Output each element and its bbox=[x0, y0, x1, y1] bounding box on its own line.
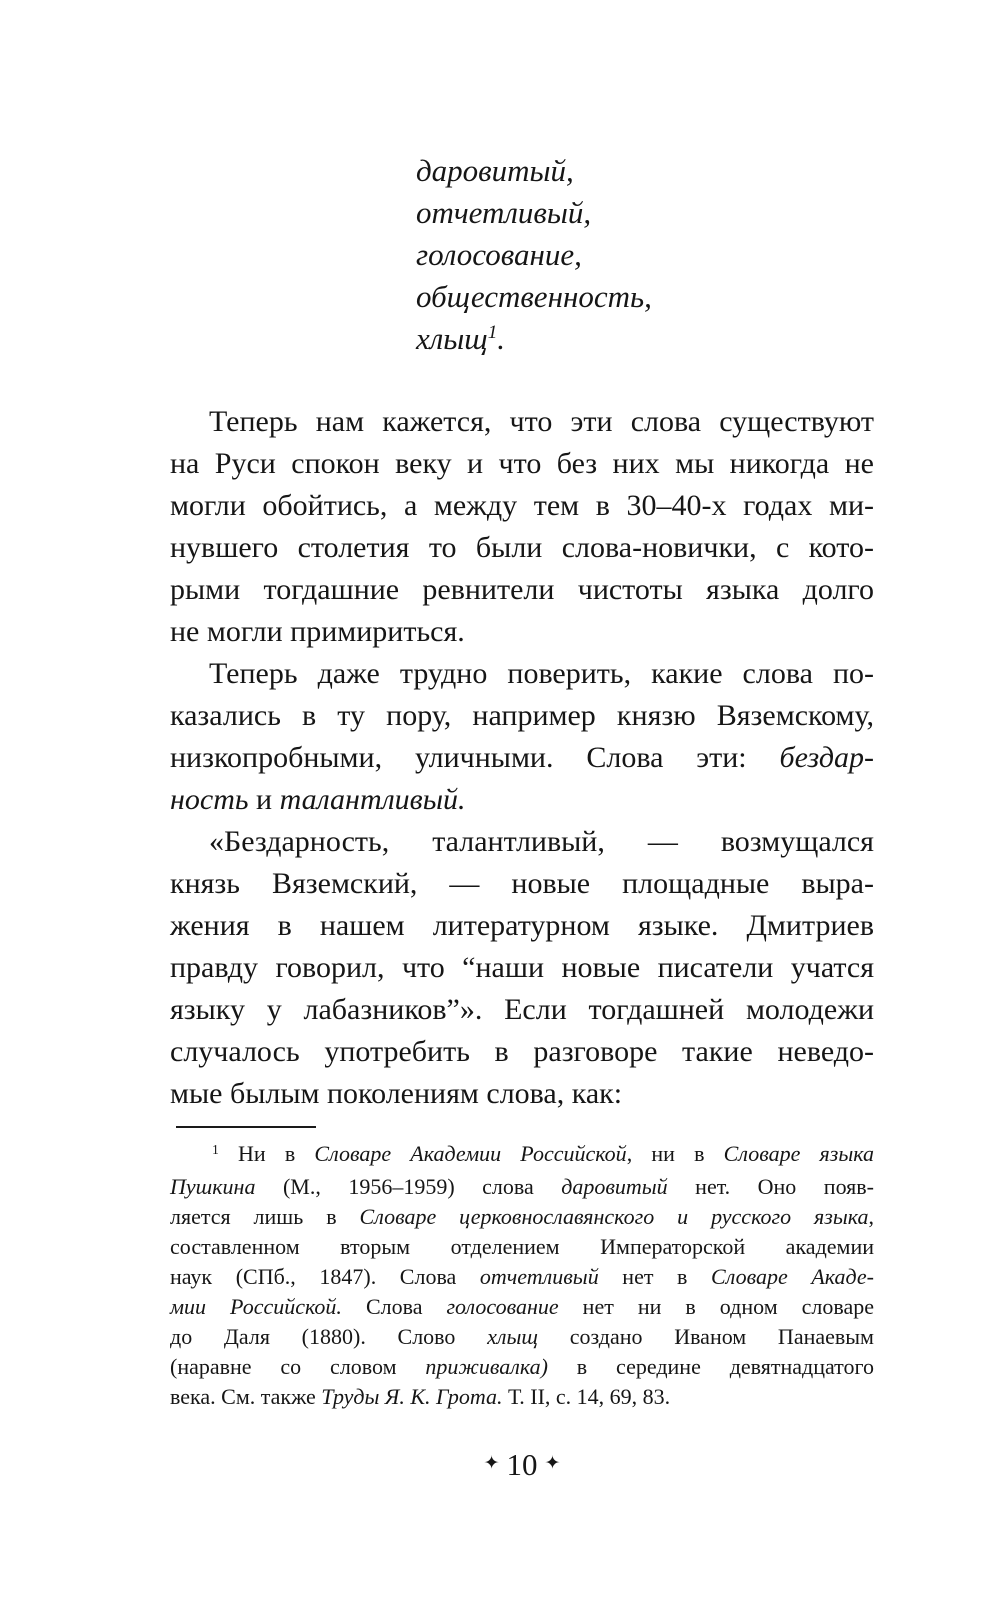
text-run: талантливый. bbox=[279, 783, 466, 816]
text-run: даровитый, bbox=[416, 153, 574, 188]
text-line bbox=[170, 947, 874, 989]
diamond-ornament-right-icon: ✦ bbox=[544, 1452, 561, 1474]
paragraph-2 bbox=[170, 653, 874, 821]
text-run: Слова bbox=[341, 1294, 447, 1319]
paragraph-3 bbox=[170, 821, 874, 1115]
text-run: (наравне со словом bbox=[170, 1354, 426, 1379]
text-line bbox=[170, 821, 874, 863]
text-line bbox=[170, 1382, 874, 1412]
text-run: в середине девятнадцатого bbox=[547, 1354, 874, 1379]
text-line bbox=[170, 1322, 874, 1352]
text-run: составленном вторым отделением Императорской академии bbox=[170, 1234, 874, 1259]
text-line bbox=[170, 443, 874, 485]
text-run: Словаре церковнославянского и русского языка bbox=[359, 1204, 869, 1229]
text-run: нет. Оно появ- bbox=[667, 1174, 874, 1199]
text-run: нувшего столетия то были слова-новички, с кото- bbox=[170, 531, 874, 564]
text-run: Теперь даже трудно поверить, какие слова по- bbox=[209, 657, 874, 690]
text-line bbox=[416, 276, 874, 318]
text-run: случалось употребить в разговоре такие неведо- bbox=[170, 1035, 874, 1068]
text-line bbox=[170, 737, 874, 779]
text-run: , ни в bbox=[626, 1141, 724, 1166]
text-run: и bbox=[248, 783, 280, 816]
text-run: низкопробными, уличными. Слова эти: bbox=[170, 741, 780, 774]
text-line bbox=[170, 1172, 874, 1202]
text-run: отчетливый bbox=[479, 1264, 599, 1289]
body-text bbox=[170, 401, 874, 1115]
text-run: Пушкина bbox=[170, 1174, 256, 1199]
text-run: . bbox=[497, 321, 506, 356]
text-line bbox=[170, 905, 874, 947]
text-run: (М., 1956–1959) слова bbox=[255, 1174, 562, 1199]
text-run: приживалка) bbox=[425, 1354, 548, 1379]
text-run: нет в bbox=[598, 1264, 712, 1289]
text-run: голосование, bbox=[416, 237, 582, 272]
text-run: на Руси спокон веку и что без них мы никогда не bbox=[170, 447, 874, 480]
diamond-ornament-left-icon: ✦ bbox=[483, 1452, 500, 1474]
text-run: до Даля (1880). Слово bbox=[170, 1324, 488, 1349]
footnote-reference: 1 bbox=[487, 322, 498, 344]
text-line bbox=[416, 318, 874, 365]
text-run: бездар- bbox=[779, 741, 874, 774]
text-line bbox=[170, 1232, 874, 1262]
text-line bbox=[170, 1139, 874, 1172]
text-run: создано Иваном Панаевым bbox=[538, 1324, 874, 1349]
text-line bbox=[170, 1073, 874, 1115]
text-line bbox=[170, 401, 874, 443]
text-run: голосование bbox=[446, 1294, 559, 1319]
text-line bbox=[170, 863, 874, 905]
text-run: наук (СПб., 1847). Слова bbox=[170, 1264, 480, 1289]
footnote-separator-rule bbox=[176, 1126, 316, 1128]
text-line bbox=[170, 485, 874, 527]
text-line bbox=[170, 653, 874, 695]
text-run: Теперь нам кажется, что эти слова существуют bbox=[209, 405, 874, 438]
page-number: 10 bbox=[506, 1447, 538, 1482]
text-run: ляется лишь в bbox=[170, 1204, 360, 1229]
text-run: рыми тогдашние ревнители чистоты языка долго bbox=[170, 573, 874, 606]
text-run: Т. II, с. 14, 69, 83. bbox=[502, 1384, 671, 1409]
text-run: нет ни в одном словаре bbox=[558, 1294, 874, 1319]
text-line bbox=[170, 1202, 874, 1232]
text-line bbox=[170, 569, 874, 611]
text-run: Словаре Академии Российской bbox=[314, 1141, 627, 1166]
text-run: казались в ту пору, например князю Вяземскому, bbox=[170, 699, 874, 732]
text-run: жения в нашем литературном языке. Дмитриев bbox=[170, 909, 874, 942]
text-run: даровитый bbox=[561, 1174, 668, 1199]
page-footer bbox=[170, 1449, 874, 1480]
text-run: могли обойтись, а между тем в 30–40-х годах ми- bbox=[170, 489, 874, 522]
text-run: хлыщ bbox=[416, 321, 488, 356]
text-run: Ни в bbox=[218, 1141, 315, 1166]
footnote bbox=[170, 1139, 874, 1412]
paragraph-1 bbox=[170, 401, 874, 653]
text-run: языку у лабазников”». Если тогдашней молодежи bbox=[170, 993, 874, 1026]
text-run: , bbox=[868, 1204, 874, 1229]
text-run: века. См. также bbox=[170, 1384, 322, 1409]
text-run: мые былым поколениям слова, как: bbox=[170, 1077, 623, 1110]
text-run: мии Российской. bbox=[170, 1294, 342, 1319]
text-line bbox=[416, 150, 874, 192]
text-line bbox=[416, 192, 874, 234]
text-line bbox=[170, 1031, 874, 1073]
text-run: отчетливый, bbox=[416, 195, 592, 230]
text-line bbox=[170, 989, 874, 1031]
text-run: правду говорил, что “наши новые писатели учатся bbox=[170, 951, 874, 984]
text-line bbox=[170, 611, 874, 653]
text-line bbox=[416, 234, 874, 276]
text-run: общественность, bbox=[416, 279, 652, 314]
text-run: Словаре Акаде- bbox=[711, 1264, 874, 1289]
footnote-reference: 1 bbox=[212, 1141, 219, 1157]
text-run: ность bbox=[170, 783, 249, 816]
text-line bbox=[170, 1292, 874, 1322]
text-run: не могли примириться. bbox=[170, 615, 465, 648]
word-list bbox=[416, 150, 874, 365]
text-line bbox=[170, 1352, 874, 1382]
text-line bbox=[170, 1262, 874, 1292]
text-run: «Бездарность, талантливый, — возмущался bbox=[209, 825, 874, 858]
text-run: Словаре языка bbox=[723, 1141, 874, 1166]
page-content bbox=[170, 150, 874, 1412]
text-run: хлыщ bbox=[487, 1324, 538, 1349]
text-run: Труды Я. К. Грота. bbox=[321, 1384, 503, 1409]
text-line bbox=[170, 527, 874, 569]
text-run: князь Вяземский, — новые площадные выра- bbox=[170, 867, 874, 900]
text-line bbox=[170, 779, 874, 821]
text-line bbox=[170, 695, 874, 737]
